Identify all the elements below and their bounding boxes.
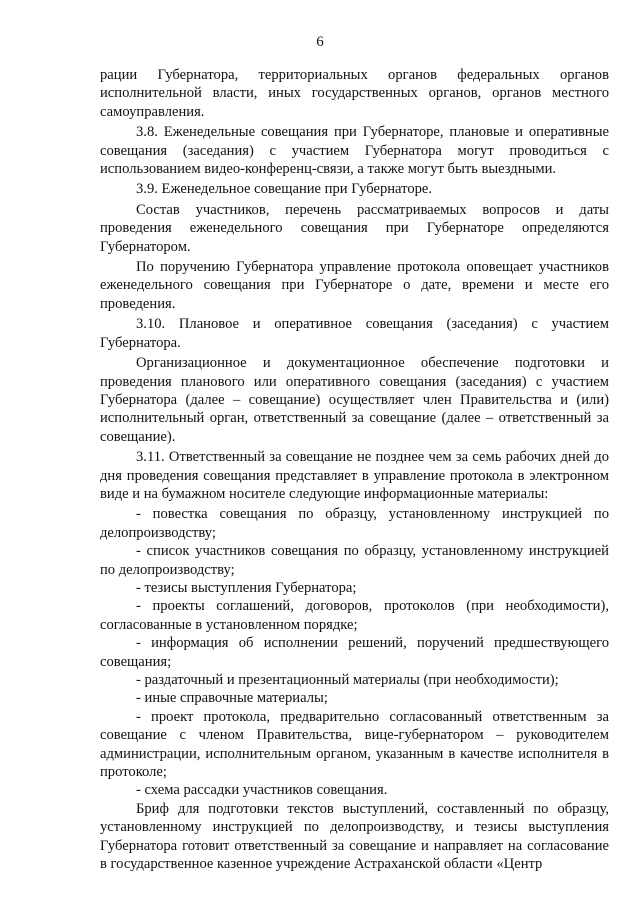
list-item: - повестка совещания по образцу, установленному инструкцией по делопроизводству; <box>100 506 609 541</box>
list-item: - раздаточный и презентационный материалы (при необходимости); <box>136 672 559 688</box>
list-item: - иные справочные материалы; <box>136 690 328 707</box>
paragraph: 3.8. Еженедельные совещания при Губернаторе, плановые и оперативные совещания (заседания) с участием Губернатора могут проводиться с использованием видео-конференц-связи, а также могут быть выездными. <box>100 124 609 178</box>
paragraph: 3.11. Ответственный за совещание не позднее чем за семь рабочих дней до дня проведения совещания представляет в управление протокола в электронном виде и на бумажном носителе следующие информационные материалы: <box>100 449 609 502</box>
list-item: - тезисы выступления Губернатора; <box>136 579 357 596</box>
list-item: - информация об исполнении решений, поручений предшествующего совещания; <box>100 635 609 670</box>
paragraph: Бриф для подготовки текстов выступлений, составленный по образцу, установленному инструкцией по делопроизводству, и тезисы выступления Губернатора готовит ответственный за совещание и направляет на согласование в государственное казенное учреждение Астраханской области «Центр <box>100 800 609 873</box>
page-number: 6 <box>316 34 324 50</box>
document-body <box>100 66 609 875</box>
paragraph: 3.10. Плановое и оперативное совещания (заседания) с участием Губернатора. <box>100 316 609 351</box>
paragraph: По поручению Губернатора управление протокола оповещает участников еженедельного совещания при Губернаторе о дате, времени и месте его проведения. <box>100 259 609 312</box>
list-item: - схема рассадки участников совещания. <box>136 782 388 799</box>
paragraph: Состав участников, перечень рассматриваемых вопросов и даты проведения еженедельного совещания при Губернаторе определяются Губернатором. <box>100 201 609 255</box>
paragraph: рации Губернатора, территориальных органов федеральных органов исполнительной власти, иных государственных органов, органов местного самоуправления. <box>100 67 609 120</box>
paragraph: Организационное и документационное обеспечение подготовки и проведения планового или оперативного совещания (заседания) с участием Губернатора (далее – совещание) осуществляет член Правительства и (или) исполнительный орган, ответственный за совещание (далее – ответственный за совещание). <box>100 355 609 445</box>
list-item: - проект протокола, предварительно согласованный ответственным за совещание с членом Правительства, вице-губернатором – руководителем администрации, исполнительным органом, указанным в качестве исполнителя в протоколе; <box>100 708 609 781</box>
paragraph: 3.9. Еженедельное совещание при Губернаторе. <box>136 181 433 198</box>
list-item: - список участников совещания по образцу, установленному инструкцией по делопроизводству; <box>100 543 609 578</box>
list-item: - проекты соглашений, договоров, протоколов (при необходимости), согласованные в установленном порядке; <box>100 598 609 633</box>
